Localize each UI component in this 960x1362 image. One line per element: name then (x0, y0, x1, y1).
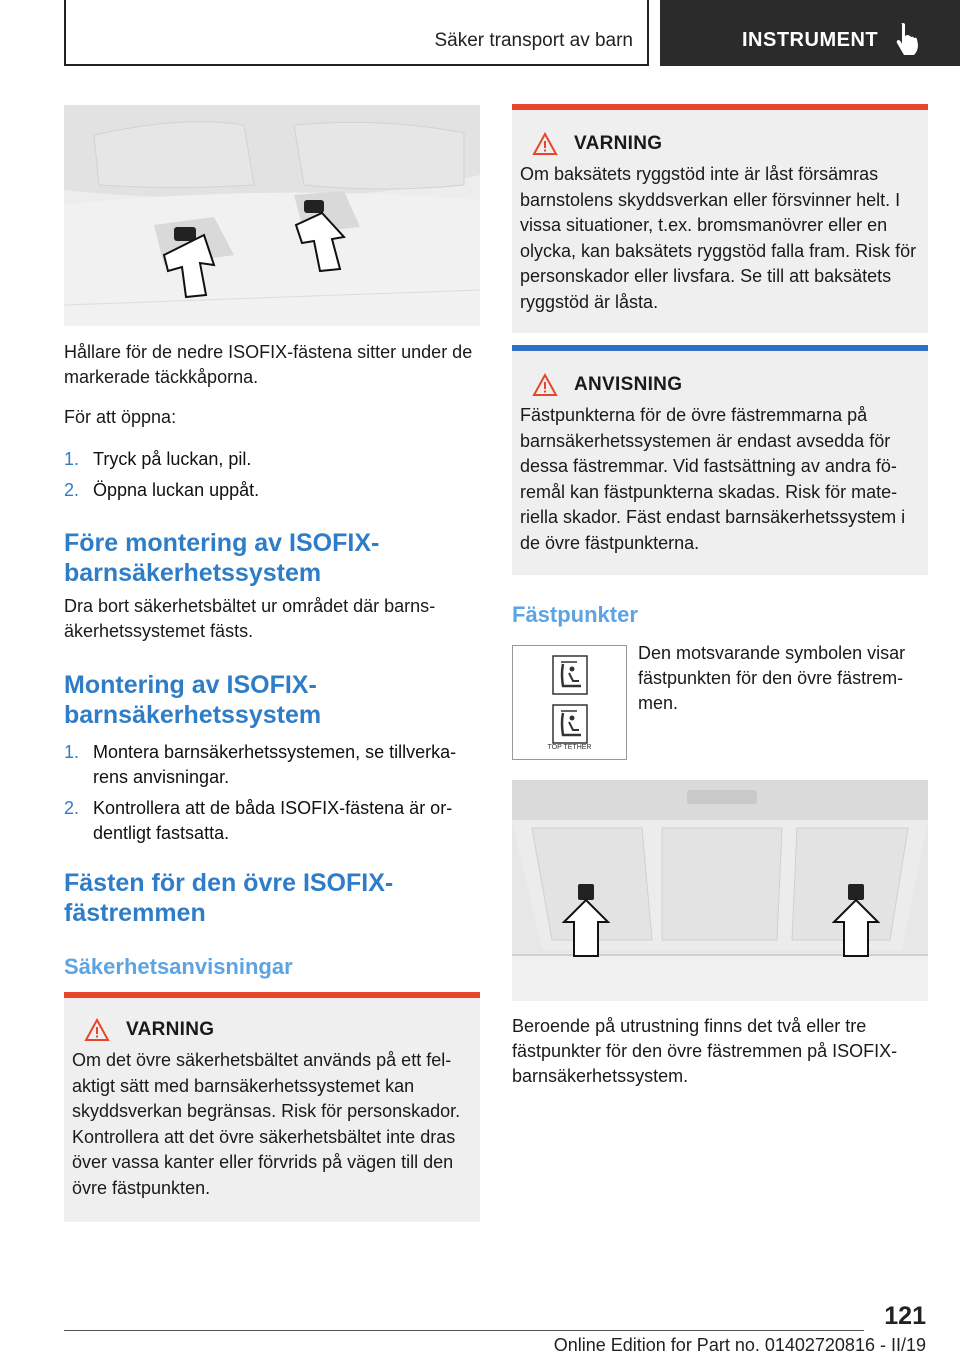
warning-text: Om baksätets ryggstöd inte är låst försämras barnstolens skyddsverkan eller försvinner helt. I vissa situationer, t.ex. bromsmanövrer eller en olycka, kan baksätets ryggstöd falla fram. Risk för personskador eller livsfara. Se till att baksätets ryggstöd är låsta. (520, 164, 917, 312)
heading-mounting: Montering av ISOFIX- barnsäkerhetssystem (64, 671, 322, 729)
list-item: 1. Montera barnsäkerhetssystemen, se tillverkarens anvisningar. (64, 742, 457, 787)
before-mounting-text: Dra bort säkerhetsbältet ur området där barnsäkerhetssystemet fästs. (64, 596, 436, 641)
list-item: 2. Kontrollera att de båda ISOFIX-fästena är ordentligt fastsatta. (64, 798, 453, 843)
header-chapter-tab (660, 0, 960, 66)
notice-text: Fästpunkterna för de övre fästremmarna på barnsäkerhetssystemen är endast avsedda för dessa fästremmar. Vid fastsättning av andra föremål kan fästpunkterna skadas. Risk för materiella skador. Fäst endast barnsäkerhetssystem i de övre fästpunkterna. (520, 405, 906, 553)
warning-triangle-icon (532, 132, 558, 156)
open-steps-list (64, 447, 480, 503)
section-title: Säker transport av barn (434, 30, 633, 51)
warning-triangle-icon (532, 373, 558, 397)
page-number: 121 (884, 1302, 926, 1330)
notice-box-anchor-points (512, 345, 928, 575)
mount-steps-list (64, 740, 480, 846)
bottom-text: Beroende på utrustning finns det två eller tre fästpunkter för den övre fästremmen på ISOFIX-barnsäkerhetssystem. (512, 1016, 898, 1086)
footer-divider (64, 1330, 864, 1331)
edition-line: Online Edition for Part no. 01402720816 - II/19 (553, 1335, 926, 1355)
heading-safety: Säkerhetsanvisningar (64, 954, 293, 979)
warning-text: Om det övre säkerhetsbältet används på ett felaktigt sätt med barnsäkerhetssystemet kan skyddsverkan begränsas. Risk för personskador. Kontrollera att det övre säkerhetsbältet inte dras över vassa kanter eller förvrids på vägen till den övre fästpunkten. (72, 1050, 461, 1198)
warning-title: VARNING (574, 133, 663, 154)
top-tether-label: TOP TETHER (547, 744, 592, 751)
warning-box-backrest (512, 104, 928, 333)
isofix-seat-photo (64, 105, 480, 326)
heading-before-mounting: Före montering av ISOFIX- barnsäkerhetssystem (64, 529, 380, 587)
trunk-anchor-photo (512, 780, 928, 1001)
header-section-tab (64, 0, 649, 66)
top-tether-symbol-box (512, 645, 627, 760)
photo-caption: Hållare för de nedre ISOFIX-fästena sitter under de markerade täckkåporna. (64, 342, 473, 387)
open-intro: För att öppna: (64, 407, 177, 427)
chapter-title: INSTRUMENT (742, 29, 879, 51)
pointing-hand-icon (892, 22, 922, 56)
heading-upper-anchor: Fästen för den övre ISOFIX- fästremmen (64, 869, 394, 927)
list-item: 1. Tryck på luckan, pil. (64, 449, 252, 469)
symbol-description: Den motsvarande symbolen visar fästpunkten för den övre fästremmen. (638, 643, 906, 713)
notice-title: ANVISNING (574, 374, 683, 395)
warning-title: VARNING (126, 1019, 215, 1040)
heading-anchor-points: Fästpunkter (512, 602, 638, 627)
list-item: 2. Öppna luckan uppåt. (64, 480, 260, 500)
warning-box-upper-belt (64, 992, 480, 1222)
warning-triangle-icon (84, 1018, 110, 1042)
